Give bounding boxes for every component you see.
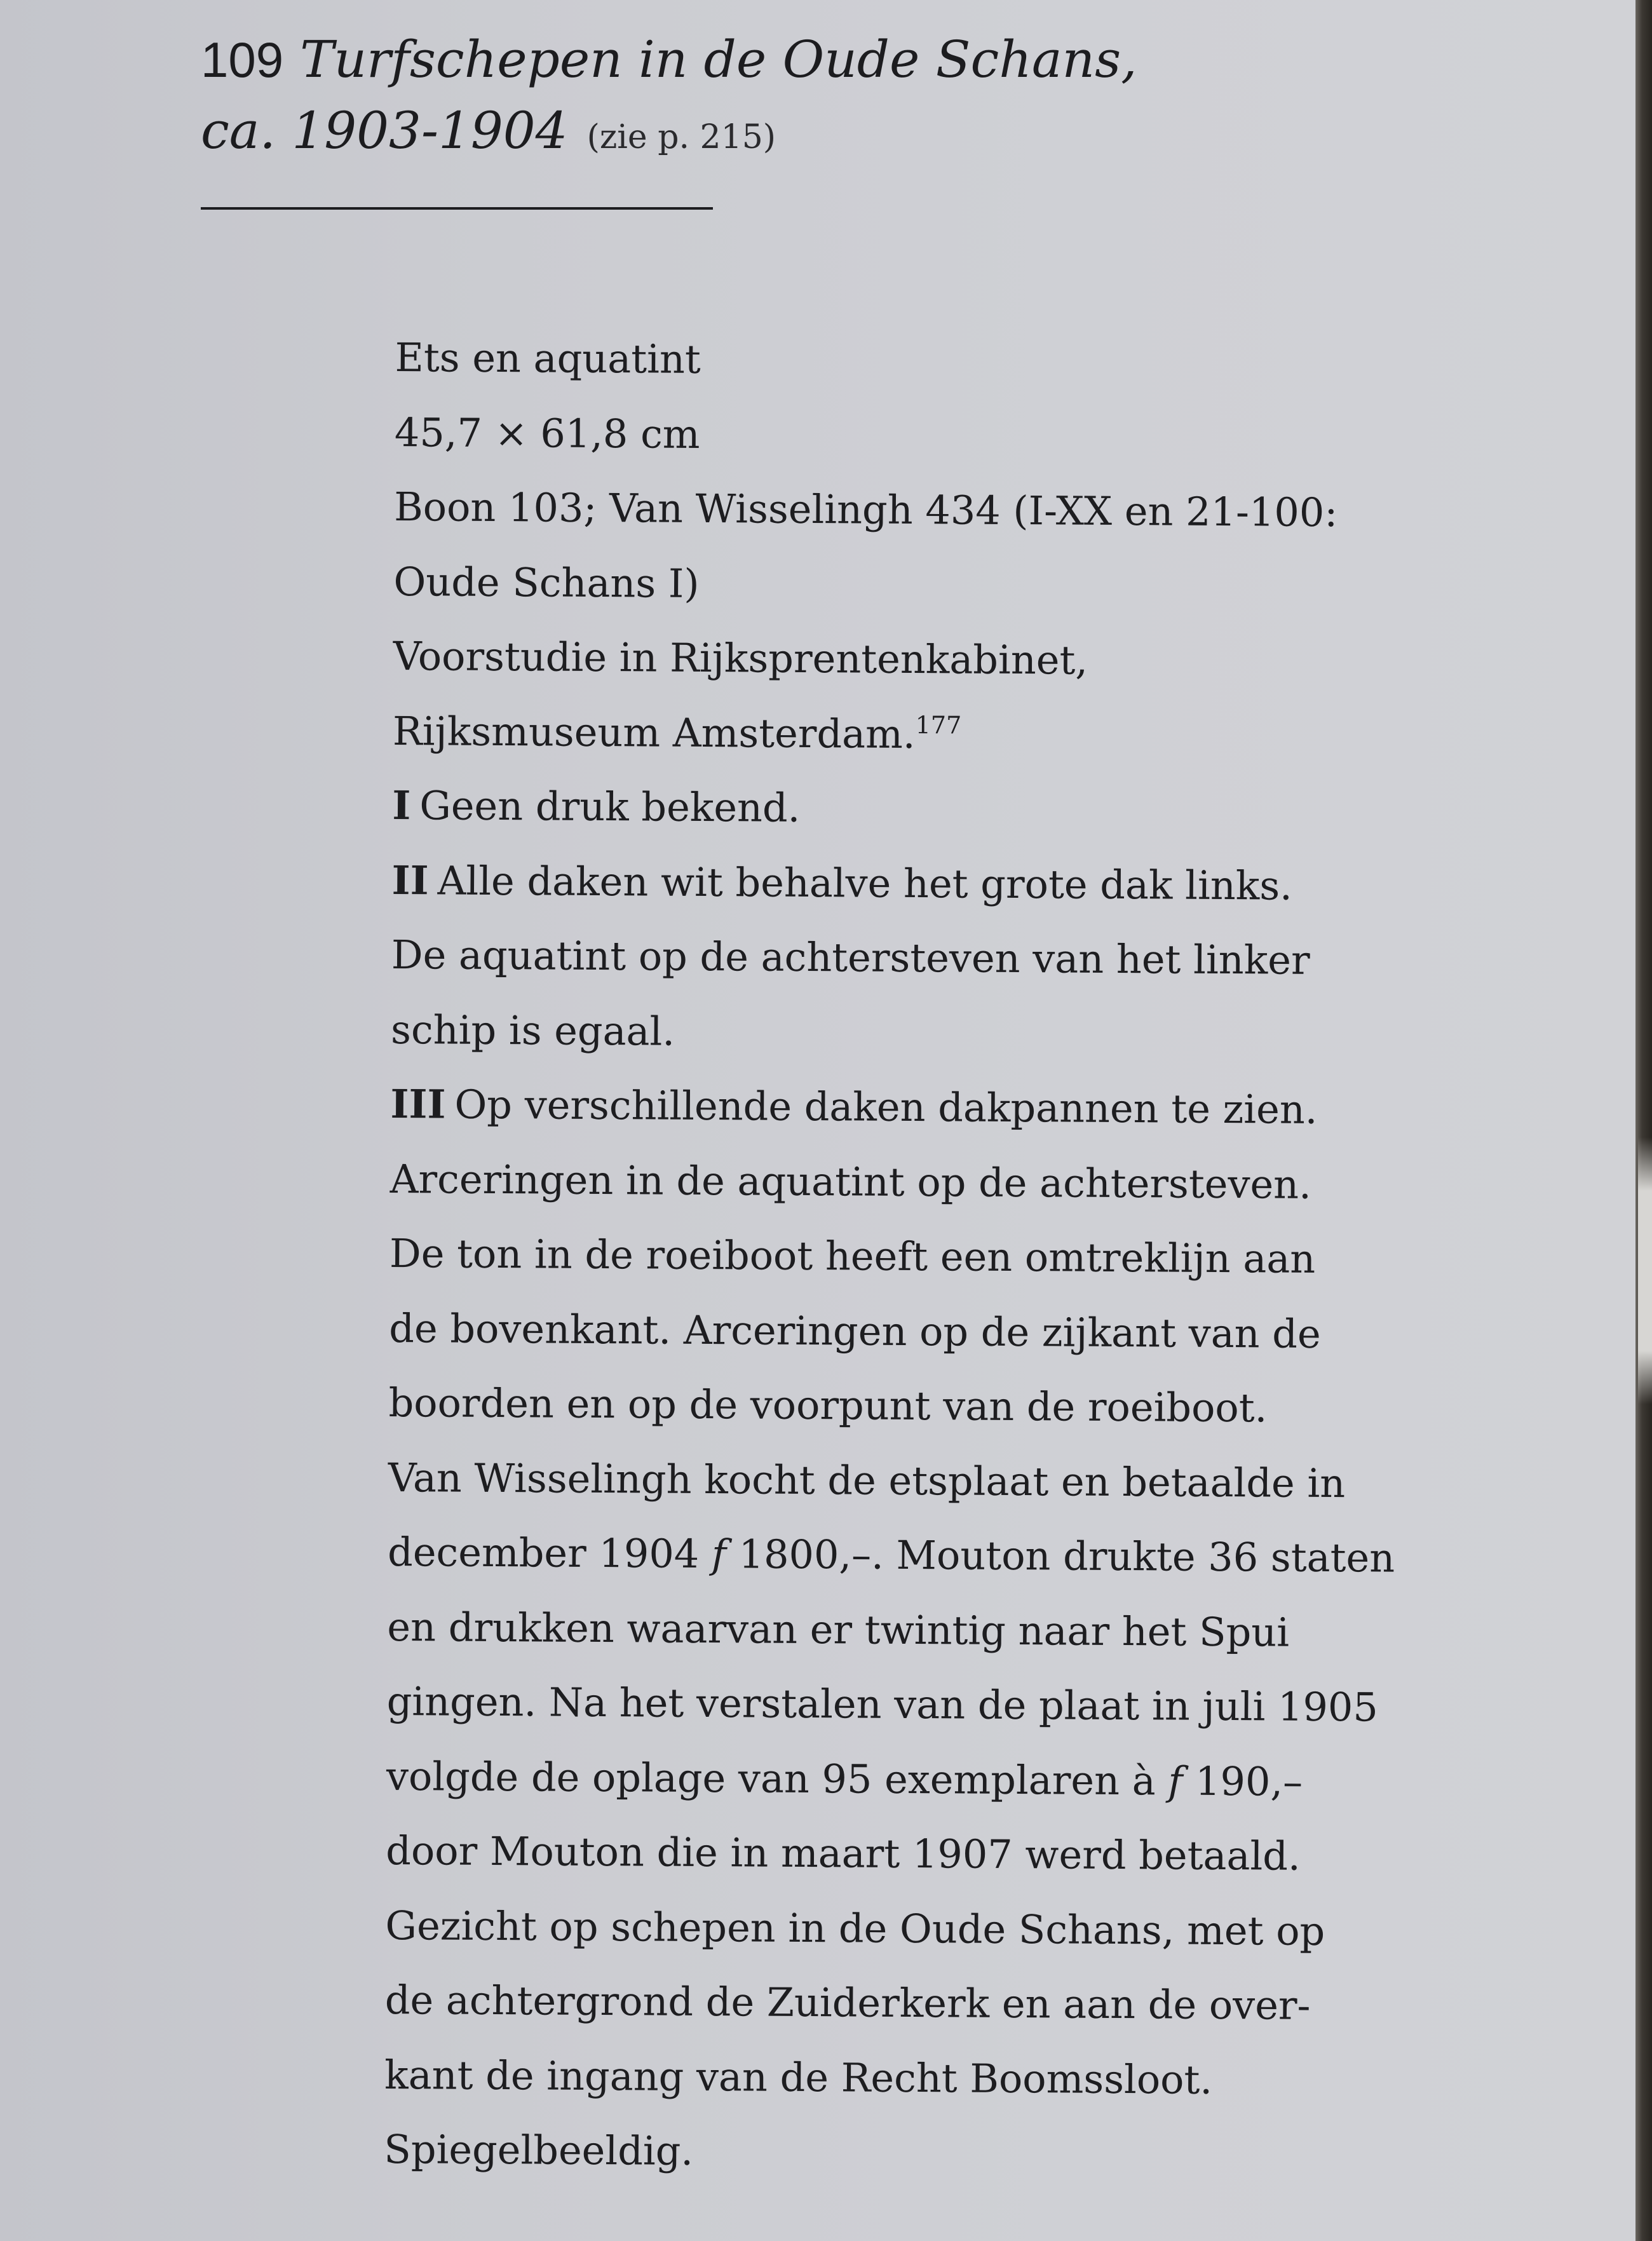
- line-text: kant de ingang van de Recht Boomssloot.: [384, 2051, 1213, 2103]
- line-text: Ets en aquatint: [395, 334, 701, 383]
- page-reference: (zie p. 215): [586, 118, 776, 156]
- text-line: [388, 1365, 1615, 1447]
- line-text: 45,7 × 61,8 cm: [394, 409, 700, 457]
- text-line: [384, 1963, 1611, 2045]
- state-numeral: I: [392, 782, 411, 829]
- line-text: Van Wisselingh kocht de etsplaat en betaalde in: [388, 1454, 1346, 1506]
- text-line: [390, 1067, 1617, 1149]
- text-line: [389, 1141, 1616, 1223]
- text-line: [384, 2037, 1611, 2119]
- line-text: De ton in de roeiboot heeft een omtreklijn aan: [389, 1229, 1316, 1282]
- line-text: de achtergrond de Zuiderkerk en aan de over-: [384, 1976, 1311, 2029]
- text-line: [391, 992, 1618, 1074]
- catalogue-number: 109: [201, 32, 284, 88]
- text-line: [393, 619, 1620, 701]
- state-numeral: III: [390, 1080, 446, 1128]
- entry-date: ca. 1903-1904: [201, 101, 568, 160]
- entry-description: [384, 320, 1622, 2194]
- heading-line-1: [201, 24, 1137, 95]
- line-text: Voorstudie in Rijksprentenkabinet,: [393, 632, 1088, 684]
- line-text: de bovenkant. Arceringen op de zijkant van de: [389, 1304, 1321, 1357]
- text-line: [391, 917, 1618, 999]
- text-line: [386, 1664, 1613, 1746]
- text-line: [392, 768, 1619, 850]
- text-line: [389, 1216, 1616, 1298]
- text-line: [395, 395, 1622, 477]
- line-text: Oude Schans I): [393, 558, 700, 607]
- line-text: Gezicht op schepen in de Oude Schans, met op: [385, 1902, 1325, 1954]
- heading-rule: [201, 207, 713, 210]
- line-text: Op verschillende daken dakpannen te zien.: [454, 1081, 1318, 1133]
- text-line: [389, 1290, 1616, 1372]
- page-edge-highlight: [1638, 1137, 1652, 1404]
- text-line: [393, 544, 1620, 626]
- line-text: door Mouton die in maart 1907 werd betaald.: [386, 1827, 1301, 1879]
- entry-heading: [201, 24, 1137, 166]
- line-text: volgde de oplage van 95 exemplaren à: [386, 1752, 1156, 1804]
- text-line: [385, 1888, 1612, 1970]
- entry-title: Turfschepen in de Oude Schans,: [300, 30, 1137, 89]
- line-text: Spiegelbeeldig.: [384, 2125, 694, 2174]
- text-line: [384, 2112, 1611, 2194]
- text-line: [394, 470, 1621, 552]
- text-line: [388, 1515, 1615, 1597]
- text-line: [386, 1738, 1613, 1820]
- text-line: [386, 1813, 1613, 1895]
- state-numeral: II: [391, 856, 429, 904]
- line-text-after: 190,–: [1195, 1757, 1303, 1805]
- line-text: Geen druk bekend.: [419, 782, 801, 831]
- florin-sign: f: [1168, 1757, 1183, 1804]
- text-line: [387, 1589, 1614, 1671]
- line-text: december 1904: [387, 1528, 700, 1577]
- line-text: Alle daken wit behalve het grote dak links.: [437, 856, 1293, 909]
- line-text-after: 1800,–. Mouton drukte 36 staten: [738, 1531, 1395, 1581]
- line-text: Arceringen in de aquatint op de achtersteven.: [389, 1155, 1312, 1208]
- line-text: boorden en op de voorpunt van de roeiboot.: [388, 1379, 1268, 1432]
- adjacent-page-edge: [1635, 0, 1652, 2241]
- line-text: Boon 103; Van Wisselingh 434 (I-XX en 21-100:: [393, 483, 1338, 536]
- text-line: [393, 693, 1620, 775]
- florin-sign: f: [711, 1531, 727, 1578]
- line-text: De aquatint op de achtersteven van het linker: [391, 931, 1310, 984]
- line-text: en drukken waarvan er twintig naar het Spui: [387, 1603, 1290, 1656]
- footnote-marker: 177: [915, 710, 962, 739]
- line-text: Rijksmuseum Amsterdam.: [392, 707, 916, 757]
- text-line: [391, 843, 1618, 924]
- line-text: gingen. Na het verstalen van de plaat in juli 1905: [386, 1677, 1379, 1731]
- text-line: [395, 320, 1622, 402]
- text-line: [388, 1440, 1615, 1522]
- line-text: schip is egaal.: [390, 1006, 675, 1055]
- heading-line-2: [201, 95, 1137, 166]
